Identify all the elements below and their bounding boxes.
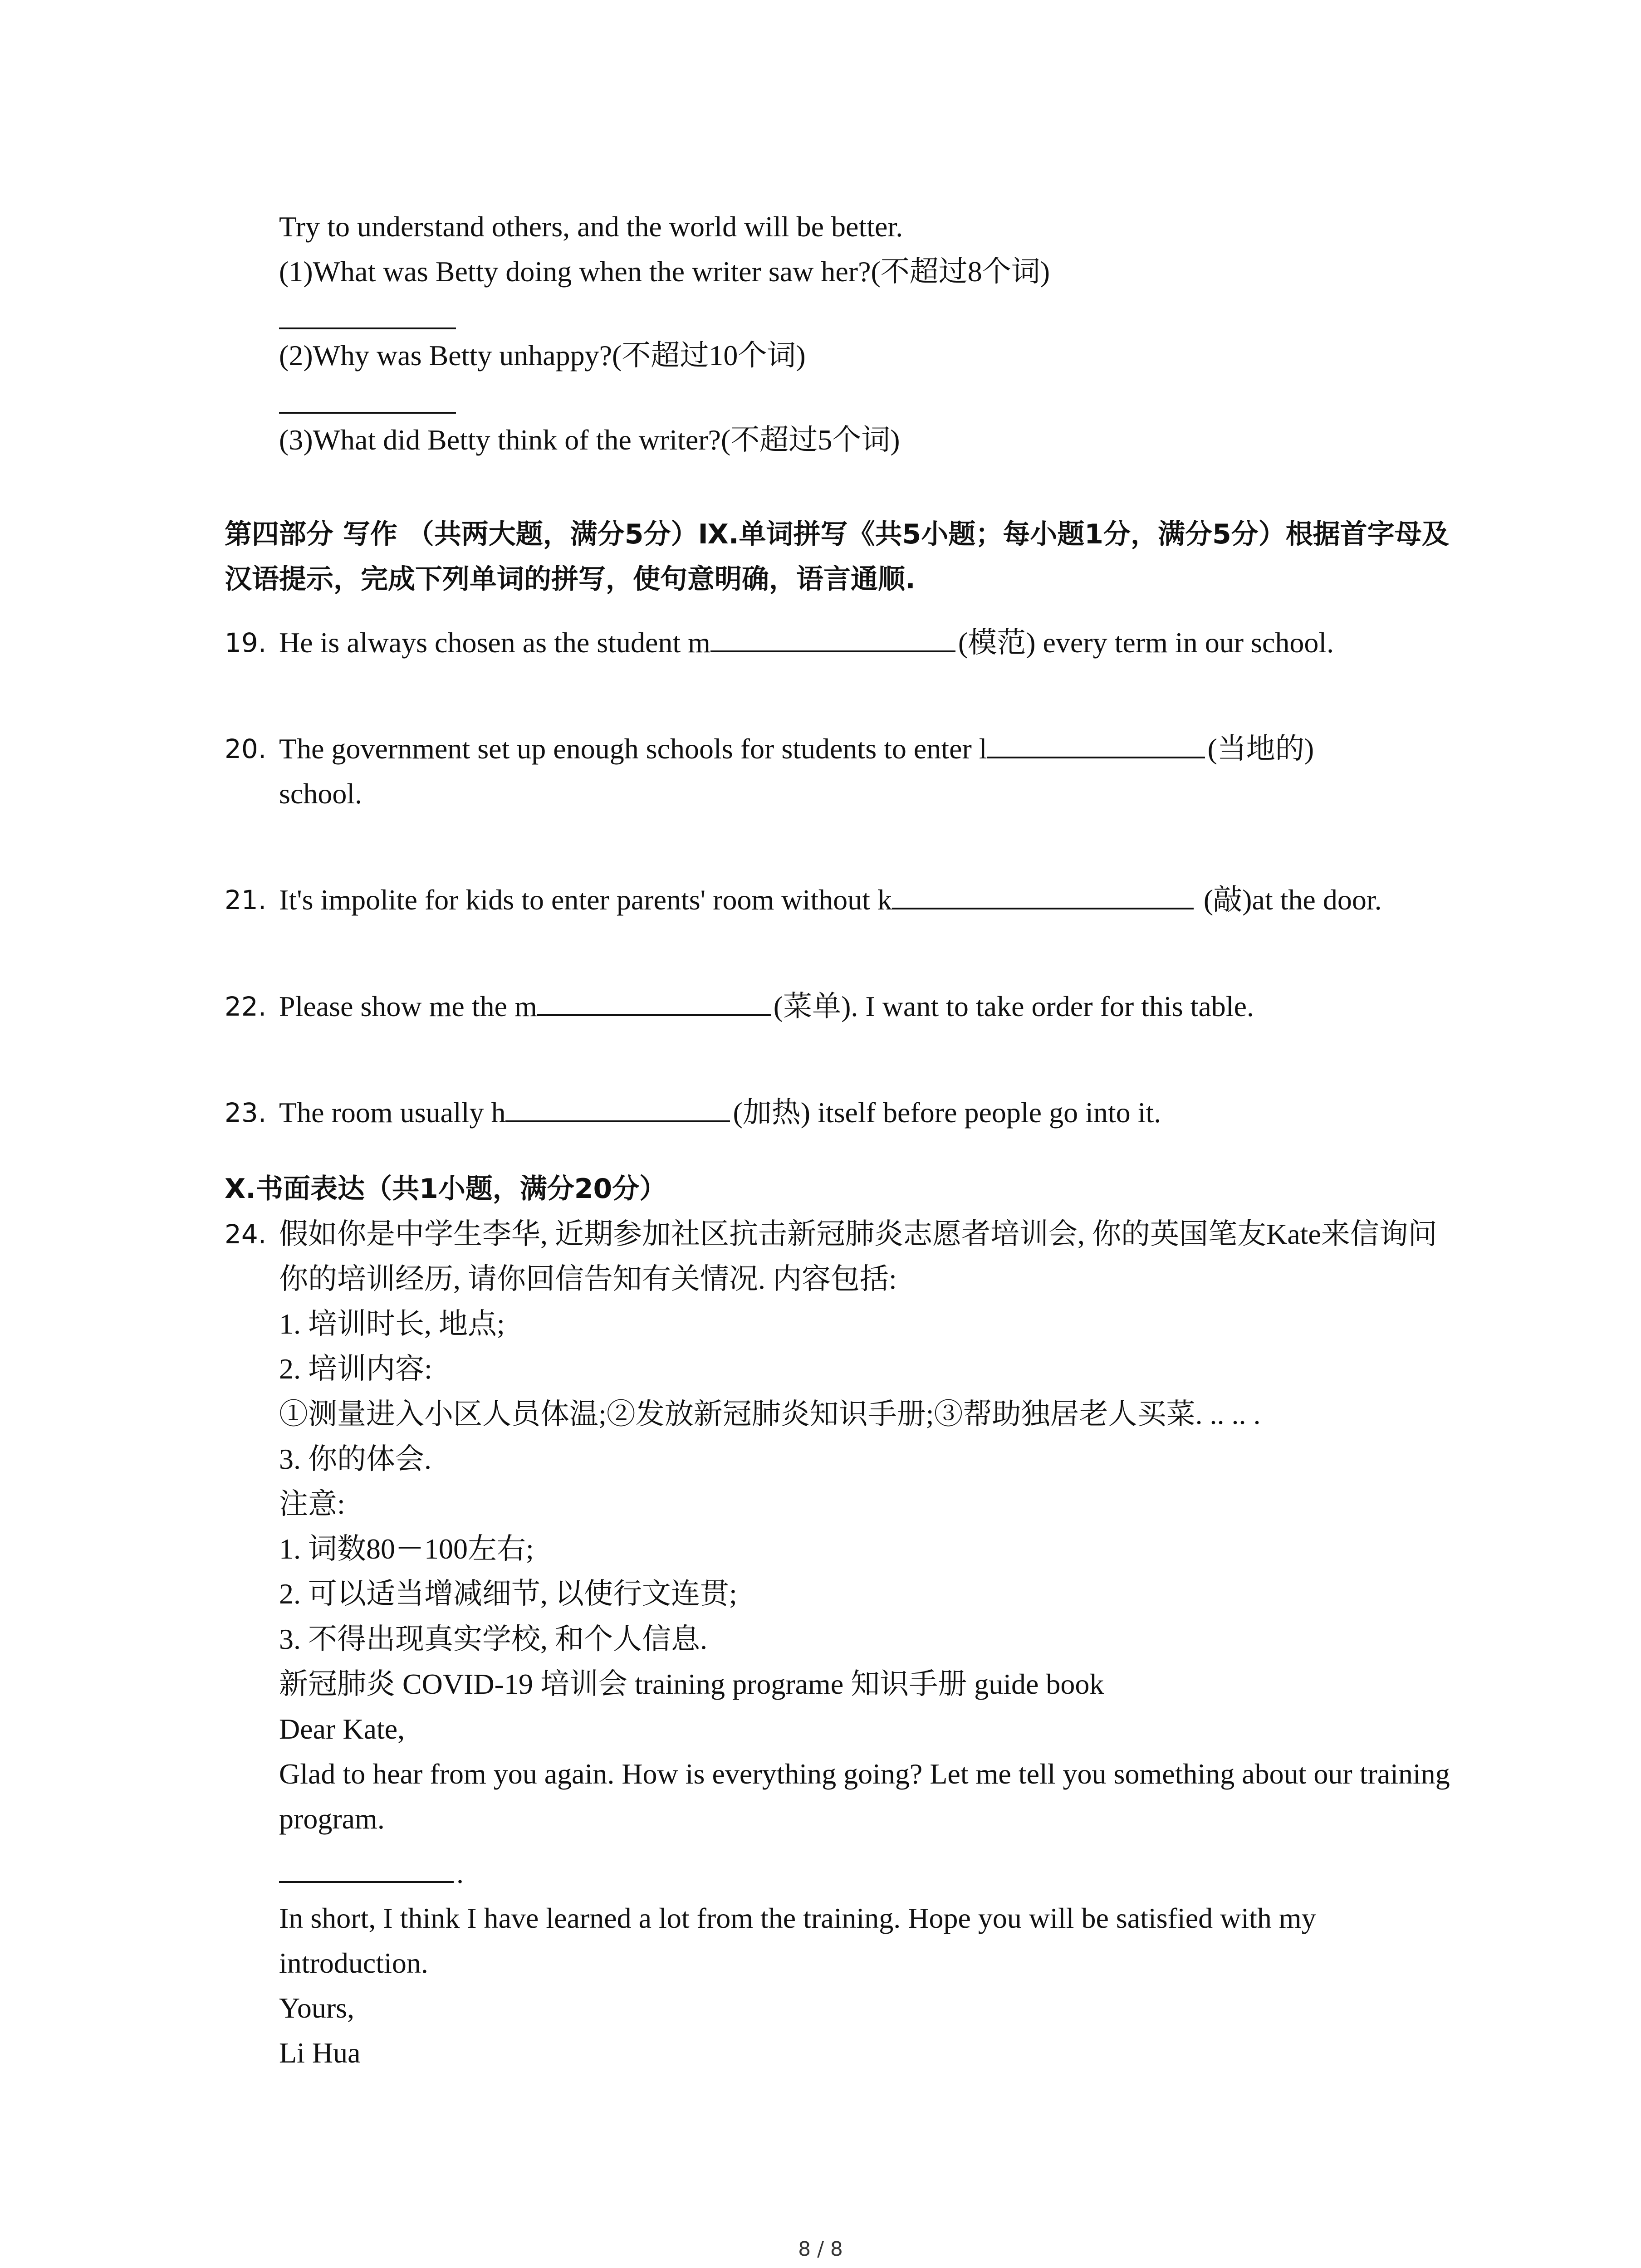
question-number: 19. (225, 627, 267, 658)
content-item: 1. 培训时长, 地点; (279, 1308, 505, 1340)
letter-blank-period: . (456, 1857, 464, 1889)
answer-blank[interactable] (710, 624, 955, 652)
content-item: ①测量进入小区人员体温;②发放新冠肺炎知识手册;③帮助独居老人买菜. .. .. . (279, 1398, 1261, 1430)
page-number: 8 / 8 (798, 2238, 843, 2261)
answer-blank[interactable] (537, 988, 771, 1016)
note-item: 1. 词数80－100左右; (279, 1533, 534, 1565)
letter-greeting: Dear Kate, (279, 1712, 405, 1745)
question-hint: (加热) itself before people go into it. (733, 1096, 1161, 1129)
question-text: It's impolite for kids to enter parents' room without k (279, 884, 892, 916)
question-number: 23. (225, 1097, 267, 1128)
letter-signoff: Yours, (279, 1992, 355, 2024)
letter-closing: In short, I think I have learned a lot from the training. Hope you will be satisfied with my introduction. (279, 1901, 1316, 1979)
reading-question-3: (3)What did Betty think of the writer?(不超过5个词) (279, 423, 900, 456)
question-19 (225, 620, 1459, 665)
answer-blank[interactable] (505, 1094, 730, 1122)
note-item: 3. 不得出现真实学校, 和个人信息. (279, 1623, 707, 1655)
letter-body-blank[interactable] (279, 1855, 454, 1883)
question-hint: (菜单). I want to take order for this table. (773, 990, 1254, 1022)
notes-title: 注意: (279, 1488, 345, 1520)
question-text: The room usually h (279, 1096, 506, 1129)
reading-section (279, 204, 1459, 462)
question-hint: (当地的) (1207, 732, 1314, 765)
question-number: 20. (225, 733, 267, 764)
question-20 (225, 726, 1459, 816)
reading-question-1: (1)What was Betty doing when the writer saw her?(不超过8个词) (279, 255, 1050, 288)
question-21 (225, 877, 1459, 922)
letter-signature: Li Hua (279, 2037, 361, 2069)
content-item: 2. 培训内容: (279, 1353, 432, 1385)
question-text: Please show me the m (279, 990, 537, 1022)
question-number: 21. (225, 885, 267, 916)
answer-blank[interactable] (892, 881, 1194, 909)
writing-prompt: 假如你是中学生李华, 近期参加社区抗击新冠肺炎志愿者培训会, 你的英国笔友Kate来信询问你的培训经历, 请你回信告知有关情况. 内容包括: (279, 1217, 1437, 1295)
closing-sentence: Try to understand others, and the world will be better. (279, 210, 903, 243)
question-23 (225, 1090, 1459, 1135)
question-number: 22. (225, 991, 267, 1022)
answer-line-1[interactable] (279, 327, 456, 329)
answer-line-2[interactable] (279, 412, 456, 414)
answer-blank[interactable] (987, 730, 1205, 758)
letter-opening: Glad to hear from you again. How is everything going? Let me tell you something about our training program. (279, 1758, 1450, 1835)
question-24 (225, 1212, 1459, 2076)
note-item: 2. 可以适当增减细节, 以使行文连贯; (279, 1578, 737, 1610)
question-text-continued: school. (279, 777, 362, 810)
question-22 (225, 984, 1459, 1029)
part4-heading: 第四部分 写作 （共两大题，满分5分）Ⅸ.单词拼写《共5小题；每小题1分，满分5分）根据首字母及汉语提示，完成下列单词的拼写，使句意明确，语言通顺. (225, 518, 1449, 595)
question-text: The government set up enough schools for students to enter l (279, 732, 987, 765)
content-item: 3. 你的体会. (279, 1442, 431, 1475)
vocabulary-hint: 新冠肺炎 COVID-19 培训会 training programe 知识手册 guide book (279, 1667, 1104, 1700)
question-hint: (模范) every term in our school. (958, 626, 1334, 659)
question-hint: (敲)at the door. (1196, 884, 1382, 916)
part10-heading: Ⅹ.书面表达（共1小题，满分20分） (225, 1173, 667, 1205)
question-number: 24. (225, 1218, 267, 1250)
page-content (225, 204, 1459, 2075)
reading-question-2: (2)Why was Betty unhappy?(不超过10个词) (279, 339, 806, 372)
question-text: He is always chosen as the student m (279, 626, 710, 659)
